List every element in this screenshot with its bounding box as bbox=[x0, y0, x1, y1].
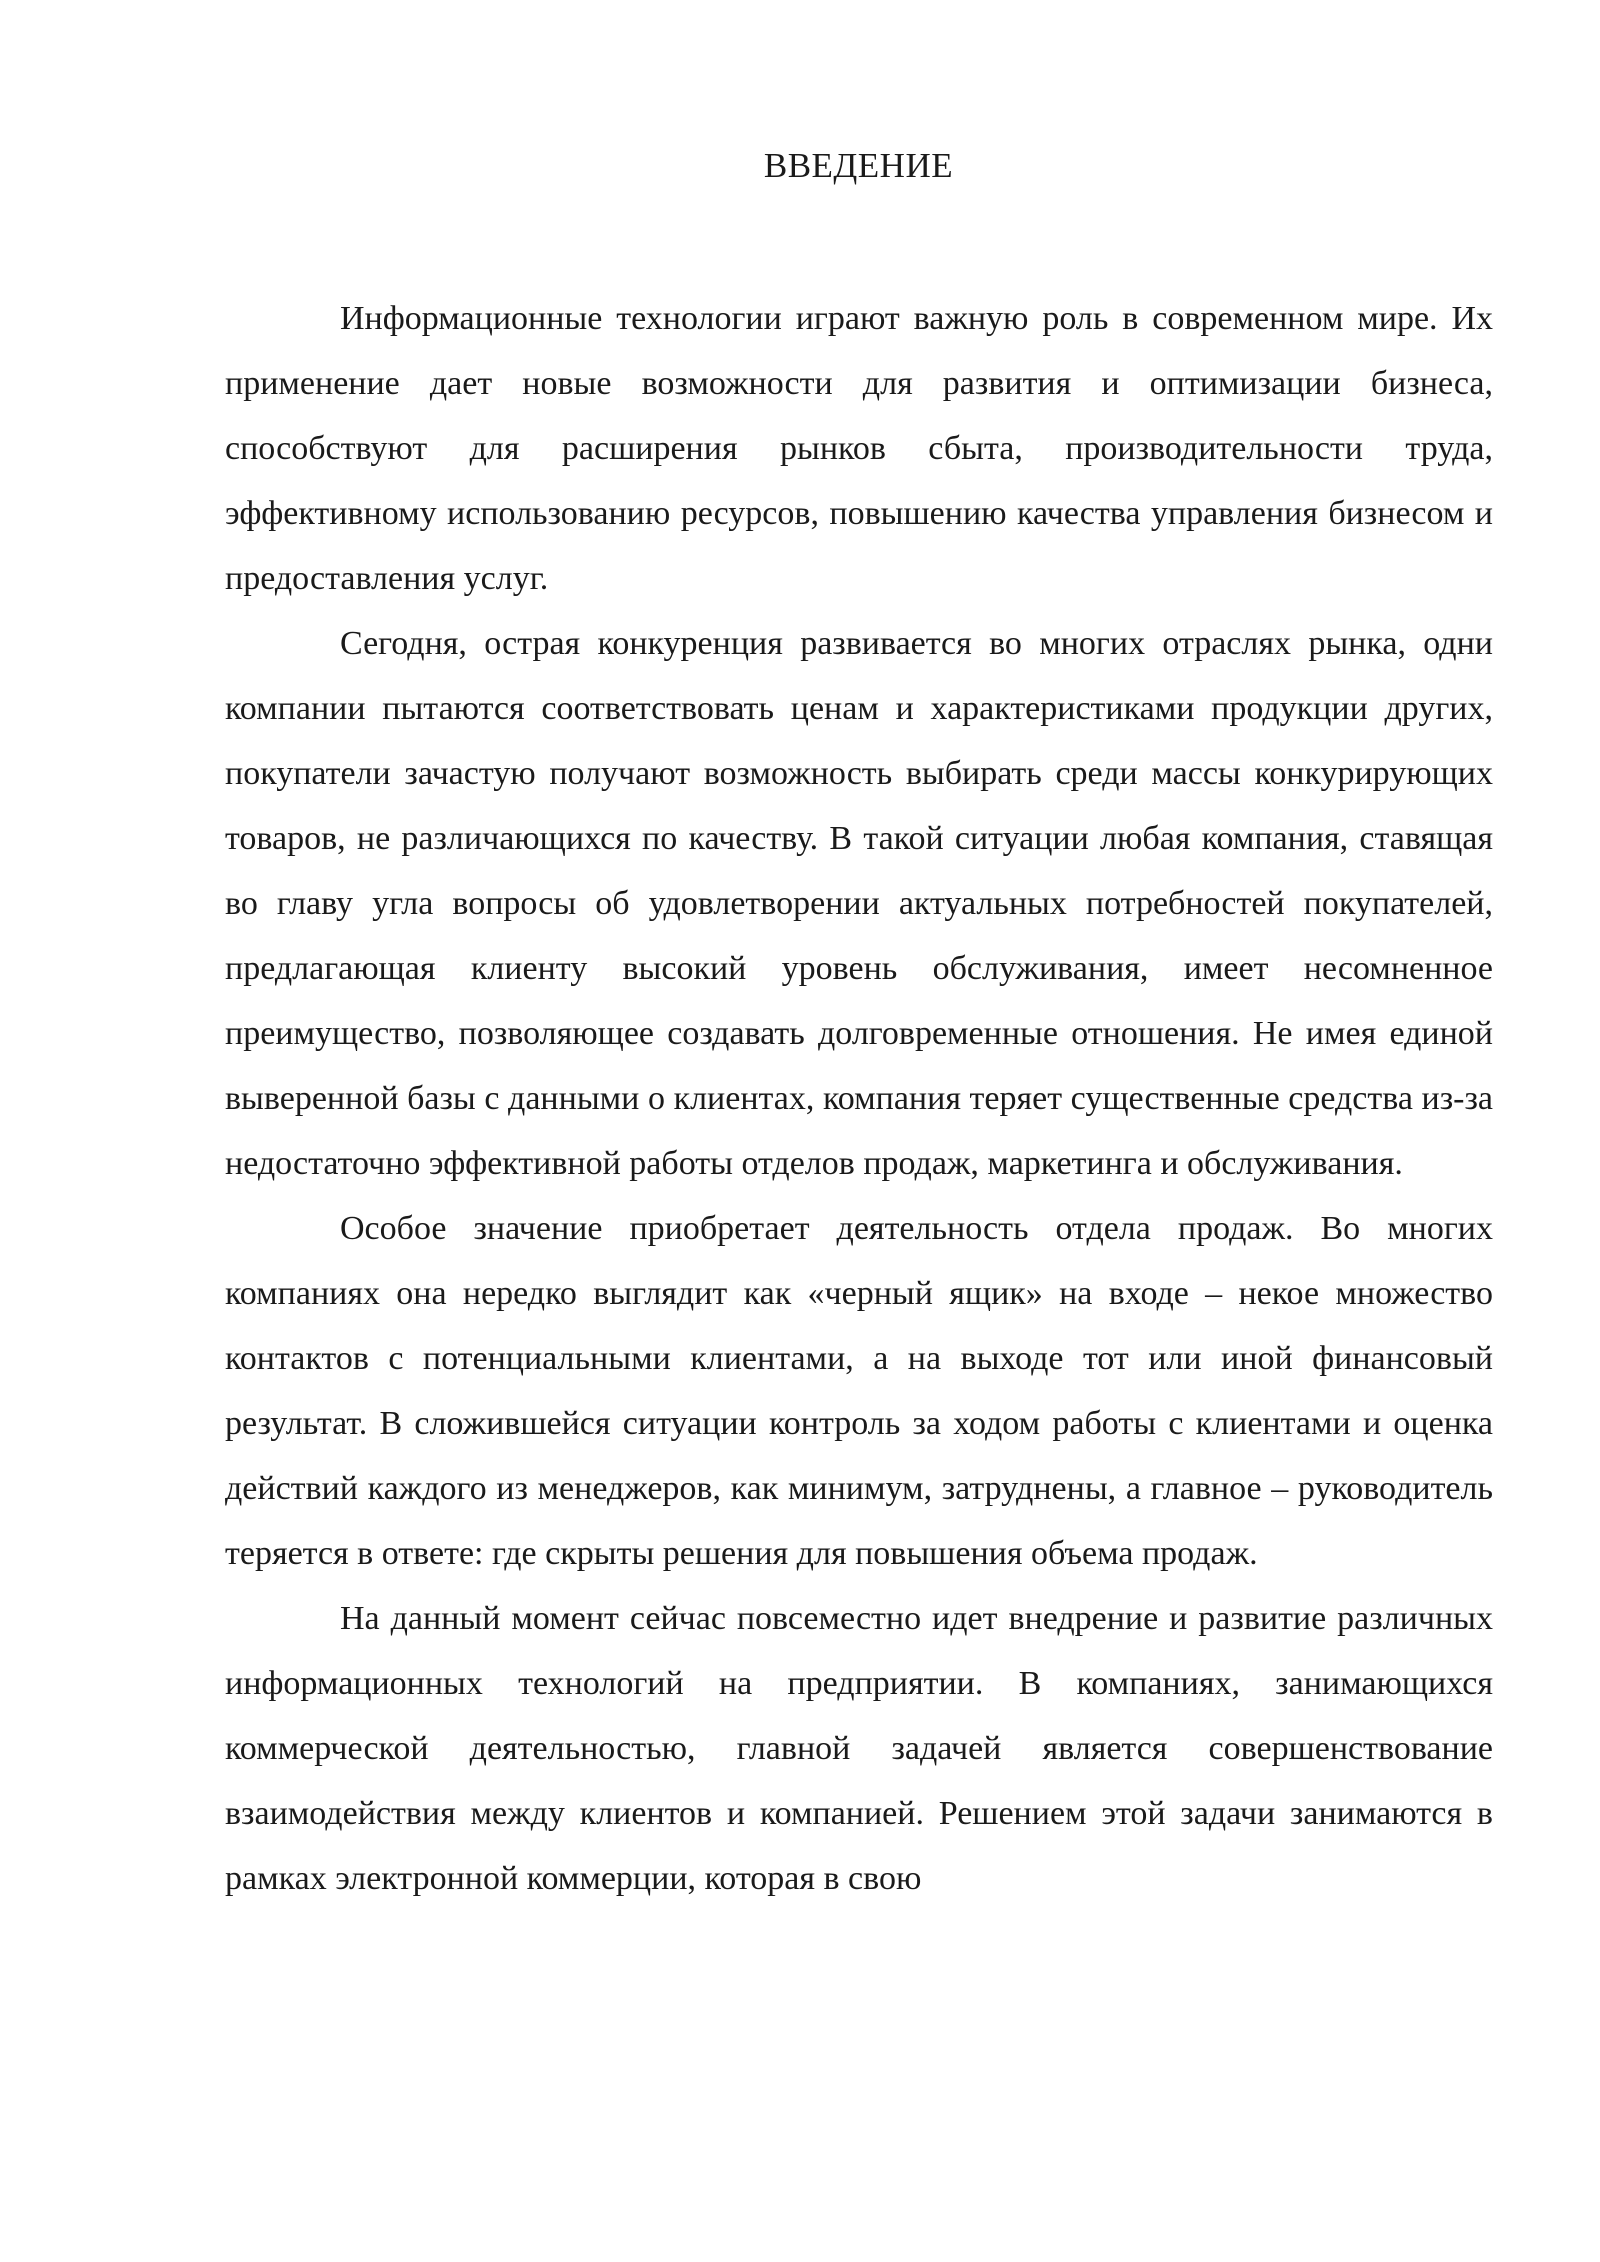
paragraph: На данный момент сейчас повсеместно идет внедрение и развитие различных информационных технологий на предприятии. В компаниях, занимающихся коммерческой деятельностью, главной задачей является совершенствование взаимодействия между клиентов и компанией. Решением этой задачи занимаются в рамках электронной коммерции, которая в свою bbox=[225, 1600, 1493, 1897]
paragraph: Сегодня, острая конкуренция развивается во многих отраслях рынка, одни компании пытаются соответствовать ценам и характеристиками продукции других, покупатели зачастую получают возможность выбирать среди массы конкурирующих товаров, не различающихся по качеству. В такой ситуации любая компания, ставящая во главу угла вопросы об удовлетворении актуальных потребностей покупателей, предлагающая клиенту высокий уровень обслуживания, имеет несомненное преимущество, позволяющее создавать долговременные отношения. Не имея единой выверенной базы с данными о клиентах, компания теряет существенные средства из-за недостаточно эффективной работы отделов продаж, маркетинга и обслуживания. bbox=[225, 625, 1493, 1182]
paragraph: Информационные технологии играют важную роль в современном мире. Их применение дает новые возможности для развития и оптимизации бизнеса, способствуют для расширения рынков сбыта, производительности труда, эффективному использованию ресурсов, повышению качества управления бизнесом и предоставления услуг. bbox=[225, 300, 1493, 597]
body-text bbox=[225, 286, 1493, 1911]
page-title: ВВЕДЕНИЕ bbox=[763, 146, 954, 185]
paragraph: Особое значение приобретает деятельность отдела продаж. Во многих компаниях она нередко выглядит как «черный ящик» на входе – некое множество контактов с потенциальными клиентами, а на выходе тот или иной финансовый результат. В сложившейся ситуации контроль за ходом работы с клиентами и оценка действий каждого из менеджеров, как минимум, затруднены, а главное – руководитель теряется в ответе: где скрыты решения для повышения объема продаж. bbox=[225, 1210, 1493, 1572]
